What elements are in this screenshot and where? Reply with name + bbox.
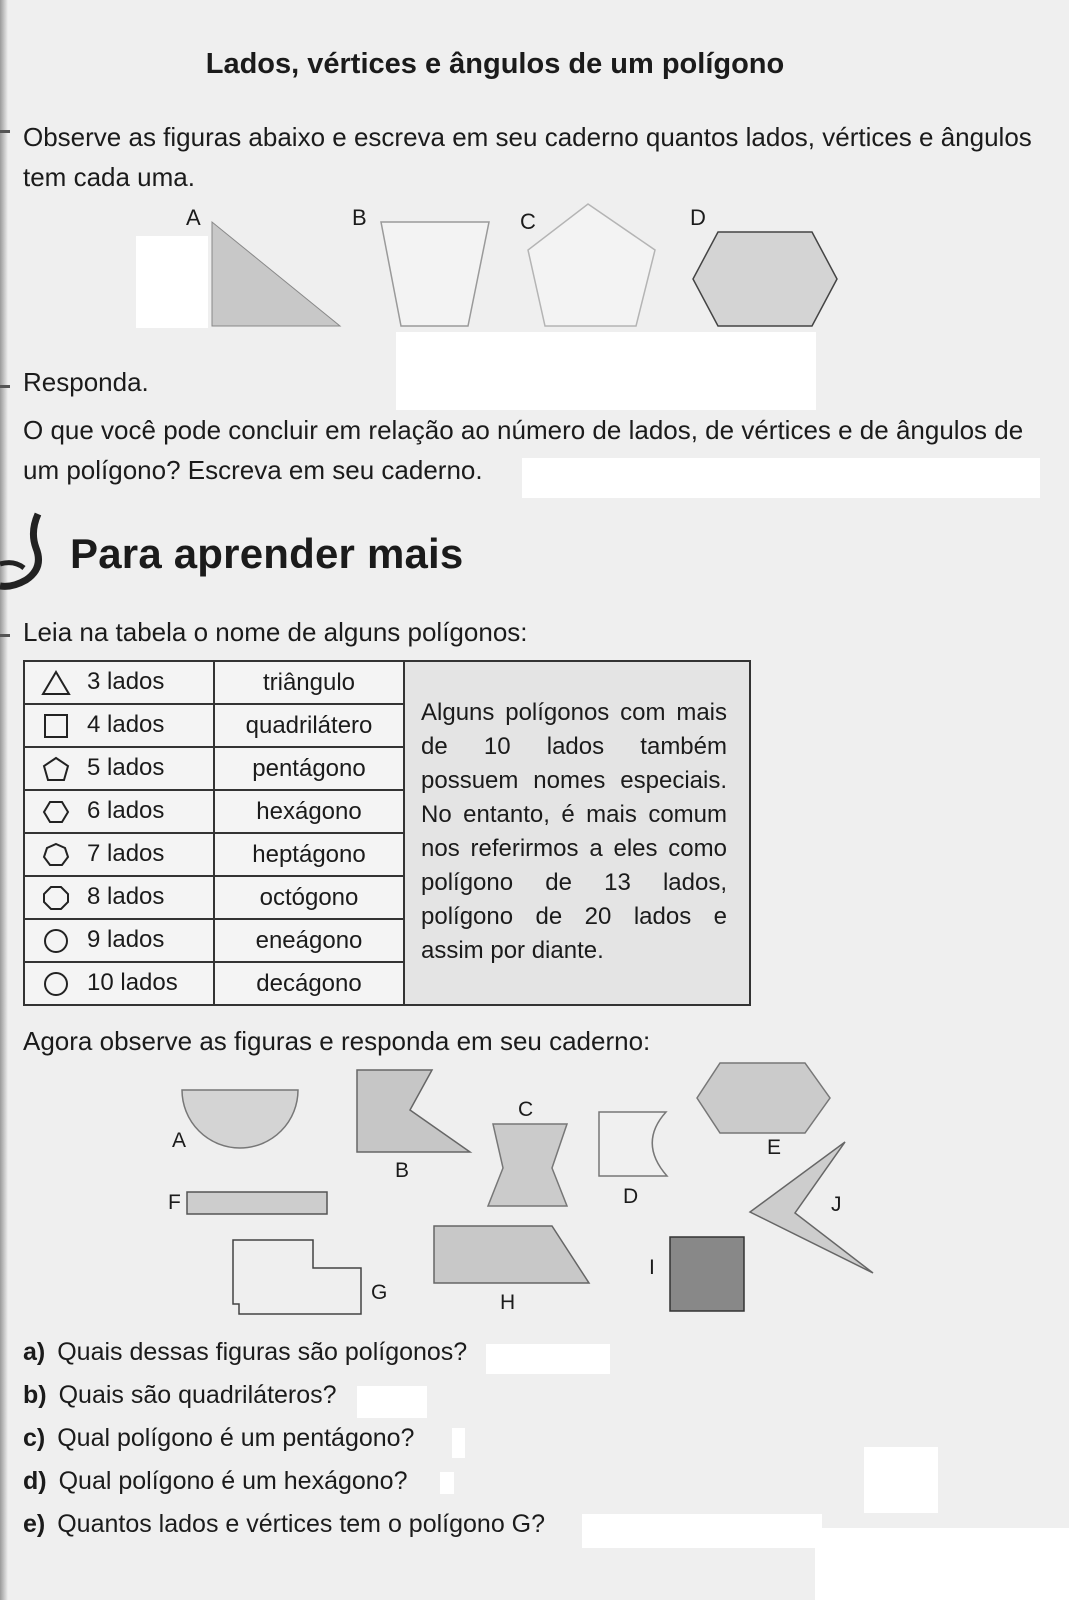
shape-label-d: D	[690, 205, 706, 230]
figure-label-h: H	[500, 1291, 516, 1314]
white-patch	[864, 1447, 938, 1513]
question-letter: b)	[23, 1381, 47, 1409]
question-a	[23, 1331, 467, 1373]
figure-f	[187, 1192, 327, 1214]
table-polygon-name: hexágono	[214, 790, 404, 833]
table-sides: 3 lados	[87, 668, 165, 696]
table-polygon-name: quadrilátero	[214, 704, 404, 747]
answer-blank-e	[582, 1514, 822, 1548]
shape-label-c: C	[520, 209, 536, 234]
figure-label-d: D	[623, 1185, 639, 1208]
figure-label-c: C	[518, 1098, 534, 1121]
table-polygon-name: eneágono	[214, 919, 404, 962]
figure-label-g: G	[371, 1281, 388, 1304]
shape-label-a: A	[186, 205, 201, 230]
white-patch	[815, 1528, 1069, 1600]
question-b	[23, 1374, 337, 1416]
figure-label-a: A	[172, 1129, 187, 1152]
figure-h	[434, 1226, 589, 1283]
table-polygon-name: heptágono	[214, 833, 404, 876]
answer-blank-d	[440, 1472, 454, 1494]
shape-label-b: B	[352, 205, 367, 230]
page-title: Lados, vértices e ângulos de um polígono	[205, 48, 785, 80]
answer-blank-c	[452, 1428, 465, 1458]
table-sides: 6 lados	[87, 797, 165, 825]
question-text: Quantos lados e vértices tem o polígono G?	[57, 1510, 546, 1538]
figure-label-j: J	[831, 1193, 842, 1216]
figure-d	[599, 1112, 667, 1176]
table-sides: 7 lados	[87, 840, 165, 868]
table-sides: 9 lados	[87, 926, 165, 954]
table-sides: 4 lados	[87, 711, 165, 739]
table-sides: 10 lados	[87, 969, 178, 997]
answer-blank-a	[486, 1344, 610, 1374]
exercise2-heading: Responda.	[23, 367, 149, 397]
table-polygon-name: decágono	[214, 962, 404, 1005]
question-c	[23, 1417, 414, 1459]
table-note-text: Alguns polígonos com mais de 10 lados também possuem nomes especiais. No entanto, é mais comum nos referirmos a eles como polígono de 13 lados, polígono de 20 lados e assim por diante.	[421, 699, 727, 964]
question-letter: d)	[23, 1467, 47, 1495]
figure-a-semicircle	[182, 1090, 298, 1148]
question-text: Qual polígono é um pentágono?	[57, 1424, 415, 1452]
question-e	[23, 1503, 545, 1545]
figure-e-hexagon	[697, 1063, 830, 1133]
question-text: Quais são quadriláteros?	[58, 1381, 337, 1409]
section-heading: Para aprender mais	[70, 530, 464, 577]
table-polygon-name: octógono	[214, 876, 404, 919]
figure-c	[488, 1124, 567, 1206]
figure-j	[750, 1142, 873, 1273]
exercise2-question: O que você pode concluir em relação ao número de lados, de vértices e de ângulos de um polígono? Escreva em seu caderno.	[23, 415, 1024, 485]
section-intro: Leia na tabela o nome de alguns polígonos:	[23, 617, 528, 647]
question-letter: e)	[23, 1510, 46, 1538]
table-polygon-name: pentágono	[214, 747, 404, 790]
exercise3-intro: Agora observe as figuras e responda em seu caderno:	[23, 1026, 651, 1056]
table-polygon-name: triângulo	[214, 661, 404, 704]
exercise1-instruction: Observe as figuras abaixo e escreva em seu caderno quantos lados, vértices e ângulos tem cada uma.	[23, 122, 1032, 192]
answer-blank-b	[357, 1386, 427, 1418]
table-sides: 8 lados	[87, 883, 165, 911]
figure-i-square	[670, 1237, 744, 1311]
question-letter: a)	[23, 1338, 46, 1366]
question-text: Qual polígono é um hexágono?	[58, 1467, 408, 1495]
figure-label-b: B	[395, 1159, 410, 1182]
question-text: Quais dessas figuras são polígonos?	[57, 1338, 468, 1366]
figure-label-e: E	[767, 1136, 782, 1159]
question-d	[23, 1460, 408, 1502]
question-letter: c)	[23, 1424, 46, 1452]
figure-label-f: F	[168, 1191, 181, 1214]
table-sides: 5 lados	[87, 754, 165, 782]
figure-g	[233, 1240, 361, 1314]
figure-b	[357, 1070, 470, 1152]
figure-label-i: I	[649, 1256, 655, 1279]
